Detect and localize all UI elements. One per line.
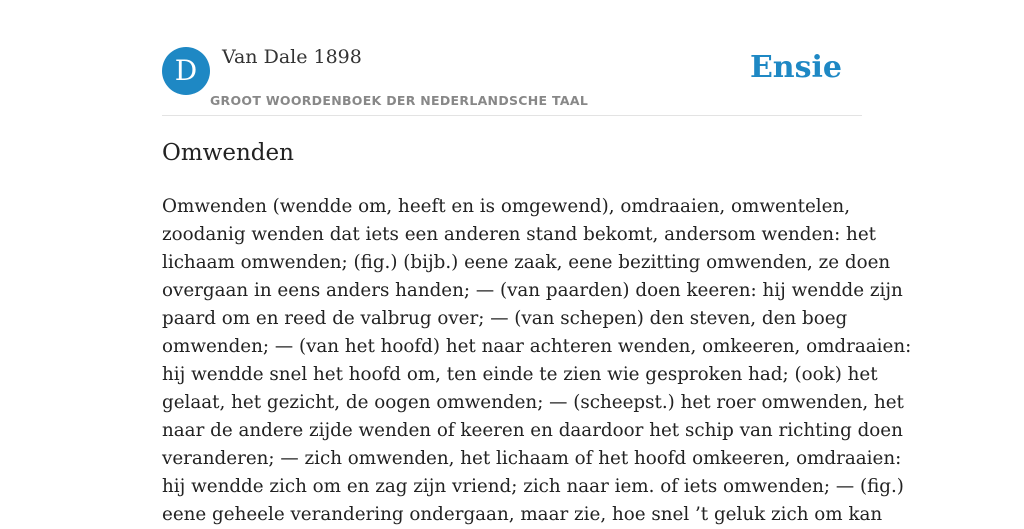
definition-line: omwenden; — (van het hoofd) het naar achteren wenden, omkeeren, omdraaien: bbox=[162, 336, 912, 357]
brand-logo[interactable]: Ensie bbox=[749, 50, 842, 85]
definition-line: hij wendde snel het hoofd om, ten einde te zien wie gesproken had; (ook) het bbox=[162, 364, 878, 385]
definition-line: hij wendde zich om en zag zijn vriend; zich naar iem. of iets omwenden; — (fig.) bbox=[162, 476, 904, 497]
definition-line: overgaan in eens anders handen; — (van paarden) doen keeren: hij wendde zijn bbox=[162, 280, 903, 301]
definition-line: gelaat, het gezicht, de oogen omwenden; — (scheepst.) het roer omwenden, het bbox=[162, 392, 904, 413]
definition-line: paard om en reed de valbrug over; — (van schepen) den steven, den boeg bbox=[162, 308, 848, 329]
definition-line: veranderen; — zich omwenden, het lichaam of het hoofd omkeeren, omdraaien: bbox=[162, 448, 902, 469]
definition-line: naar de andere zijde wenden of keeren en daardoor het schip van richting doen bbox=[162, 420, 903, 441]
entry-definition bbox=[162, 193, 912, 529]
dictionary-title[interactable]: Van Dale 1898 bbox=[222, 46, 362, 68]
definition-line: Omwenden (wendde om, heeft en is omgewend), omdraaien, omwentelen, bbox=[162, 196, 851, 217]
definition-line: zoodanig wenden dat iets een anderen stand bekomt, andersom wenden: het bbox=[162, 224, 876, 245]
definition-line: eene geheele verandering ondergaan, maar zie, hoe snel ’t geluk zich om kan bbox=[162, 504, 883, 525]
content-container bbox=[162, 0, 912, 525]
dictionary-header bbox=[162, 0, 862, 116]
entry-title: Omwenden bbox=[162, 140, 294, 166]
dictionary-subtitle: GROOT WOORDENBOEK DER NEDERLANDSCHE TAAL bbox=[210, 93, 589, 108]
definition-line: lichaam omwenden; (fig.) (bijb.) eene zaak, eene bezitting omwenden, ze doen bbox=[162, 252, 891, 273]
dictionary-logo[interactable]: D bbox=[162, 47, 210, 95]
